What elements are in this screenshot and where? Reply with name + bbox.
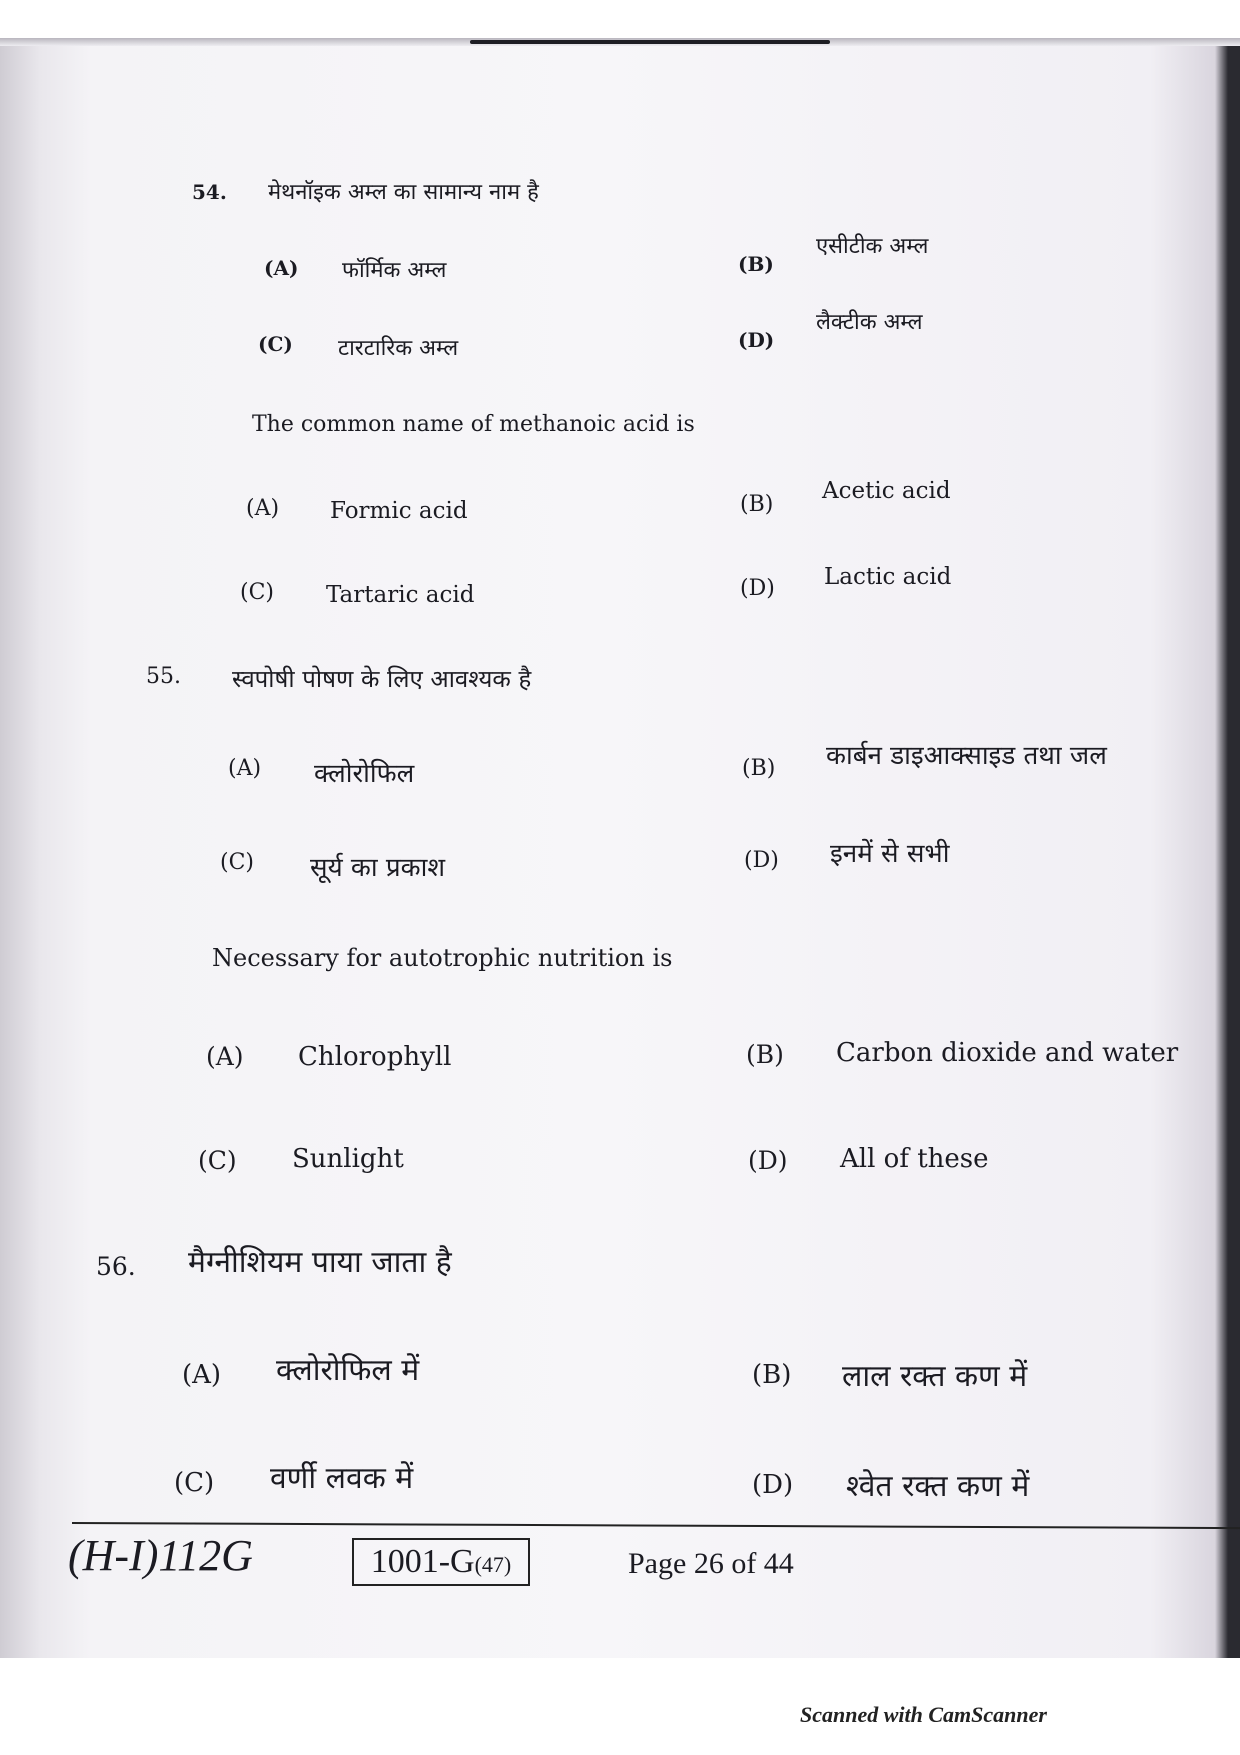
question-stem-hindi: मैग्नीशियम पाया जाता है: [188, 1245, 452, 1280]
option-text: फॉर्मिक अम्ल: [342, 258, 447, 283]
option-label: (C): [258, 332, 293, 356]
question-stem-hindi: मेथनॉइक अम्ल का सामान्य नाम है: [268, 180, 539, 205]
option-label: (D): [752, 1470, 794, 1500]
paper-page: [0, 38, 1240, 1658]
question-stem-english: Necessary for autotrophic nutrition is: [212, 944, 673, 972]
option-label: (C): [198, 1146, 237, 1175]
option-label: (D): [748, 1146, 788, 1175]
booklet-code-suffix: (47): [474, 1552, 512, 1577]
option-text: Tartaric acid: [326, 582, 475, 608]
option-label: (A): [182, 1360, 222, 1390]
option-label: (B): [742, 756, 776, 781]
question-number: 54.: [192, 180, 227, 204]
question-number: 55.: [146, 664, 181, 689]
option-text: Carbon dioxide and water: [836, 1038, 1179, 1068]
option-text: कार्बन डाइआक्साइड तथा जल: [826, 741, 1107, 771]
option-label: (A): [206, 1042, 244, 1071]
option-label: (C): [220, 850, 254, 875]
option-label: (D): [738, 328, 775, 352]
booklet-code: 1001-G: [370, 1543, 475, 1580]
scanner-watermark: Scanned with CamScanner: [800, 1702, 1047, 1727]
option-text: Formic acid: [330, 498, 468, 524]
option-text: क्लोरोफिल: [314, 759, 415, 789]
option-label: (D): [744, 848, 779, 873]
option-text: लाल रक्त कण में: [842, 1359, 1028, 1394]
question-stem-hindi: स्वपोषी पोषण के लिए आवश्यक है: [232, 665, 532, 693]
option-label: (A): [246, 496, 280, 521]
option-label: (B): [752, 1360, 792, 1390]
option-label: (D): [740, 576, 775, 601]
option-label: (A): [228, 756, 262, 781]
booklet-code-box: [352, 1538, 530, 1586]
option-label: (A): [264, 256, 299, 280]
option-label: (C): [240, 580, 274, 605]
option-text: क्लोरोफिल में: [276, 1353, 420, 1388]
option-label: (C): [174, 1468, 215, 1498]
option-label: (B): [738, 252, 774, 276]
option-text: Chlorophyll: [298, 1042, 452, 1072]
option-text: All of these: [840, 1144, 989, 1174]
question-number: 56.: [96, 1252, 136, 1281]
option-text: Sunlight: [292, 1144, 404, 1174]
option-text: Lactic acid: [824, 564, 952, 590]
page-number: Page 26 of 44: [628, 1547, 794, 1580]
page-top-mark: [470, 40, 830, 44]
paper-code: (H-I)112G: [68, 1531, 253, 1580]
option-text: इनमें से सभी: [830, 839, 950, 869]
option-label: (B): [740, 492, 774, 517]
option-text: लैक्टीक अम्ल: [816, 310, 923, 335]
question-stem-english: The common name of methanoic acid is: [252, 412, 695, 437]
option-text: Acetic acid: [822, 478, 951, 504]
option-text: टारटारिक अम्ल: [338, 336, 459, 361]
option-text: सूर्य का प्रकाश: [310, 853, 446, 883]
option-text: श्वेत रक्त कण में: [846, 1469, 1030, 1504]
option-label: (B): [746, 1040, 784, 1069]
option-text: एसीटीक अम्ल: [816, 234, 929, 259]
option-text: वर्णी लवक में: [270, 1461, 414, 1496]
